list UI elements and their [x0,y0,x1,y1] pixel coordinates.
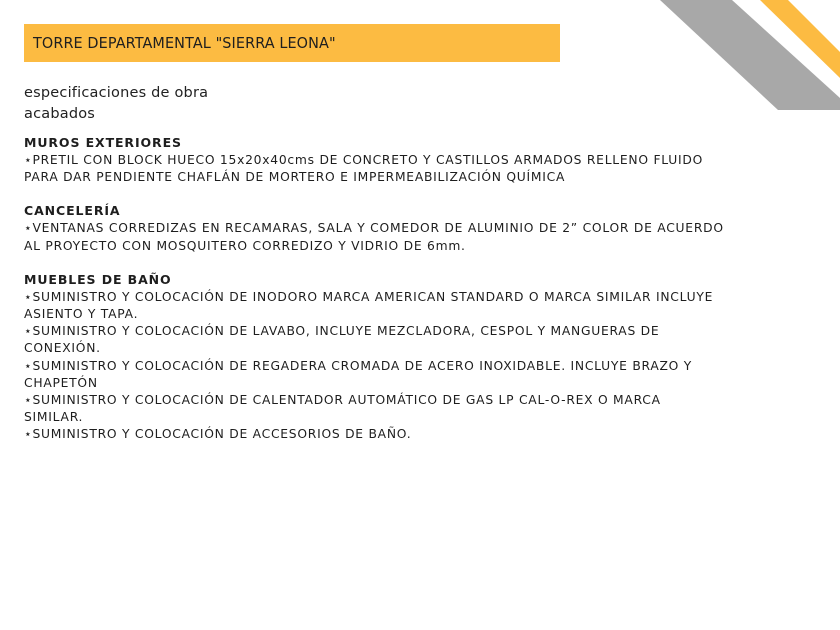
spec-item-line: ⋆SUMINISTRO Y COLOCACIÓN DE ACCESORIOS DE BAÑO. [24,426,412,442]
section-canceleria [24,202,824,253]
spec-item-line: ⋆SUMINISTRO Y COLOCACIÓN DE LAVABO, INCLUYE MEZCLADORA, CESPOL Y MANGUERAS DE [24,323,660,339]
subtitle-specifications: especificaciones de obra [24,85,209,101]
spec-item-line: ASIENTO Y TAPA. [24,306,139,322]
spec-item-line: AL PROYECTO CON MOSQUITERO CORREDIZO Y VIDRIO DE 6mm. [24,237,466,253]
spec-item-line: PARA DAR PENDIENTE CHAFLÁN DE MORTERO E IMPERMEABILIZACIÓN QUÍMICA [24,169,566,185]
spec-item-line: CONEXIÓN. [24,340,101,356]
spec-item-line: ⋆SUMINISTRO Y COLOCACIÓN DE REGADERA CROMADA DE ACERO INOXIDABLE. INCLUYE BRAZO Y [24,357,692,373]
spec-item [24,357,824,391]
section-heading: CANCELERÍA [24,203,121,219]
specifications-content [24,134,824,460]
section-muros-exteriores [24,134,824,185]
corner-decoration [660,0,840,110]
spec-item-line: CHAPETÓN [24,374,98,390]
spec-item [24,425,824,442]
section-muebles-de-bano [24,271,824,443]
subtitle-finishes: acabados [24,106,96,122]
spec-item-line: ⋆SUMINISTRO Y COLOCACIÓN DE CALENTADOR AUTOMÁTICO DE GAS LP CAL-O-REX O MARCA [24,392,661,408]
spec-item-line: ⋆VENTANAS CORREDIZAS EN RECAMARAS, SALA Y COMEDOR DE ALUMINIO DE 2” COLOR DE ACUERDO [24,220,724,236]
page-title: TORRE DEPARTAMENTAL "SIERRA LEONA" [33,34,336,52]
spec-item-line: SIMILAR. [24,409,84,425]
section-heading: MUEBLES DE BAÑO [24,271,172,287]
spec-item-line: ⋆PRETIL CON BLOCK HUECO 15x20x40cms DE CONCRETO Y CASTILLOS ARMADOS RELLENO FLUIDO [24,152,704,167]
spec-item [24,151,824,185]
corner-gray-stripe [660,0,840,110]
spec-item [24,391,824,425]
spec-item [24,322,824,356]
subtitle-block [24,83,208,125]
title-bar [24,24,560,62]
section-heading: MUROS EXTERIORES [24,135,182,150]
spec-item [24,219,824,253]
spec-item [24,288,824,322]
spec-item-line: ⋆SUMINISTRO Y COLOCACIÓN DE INODORO MARCA AMERICAN STANDARD O MARCA SIMILAR INCLUYE [24,288,714,304]
